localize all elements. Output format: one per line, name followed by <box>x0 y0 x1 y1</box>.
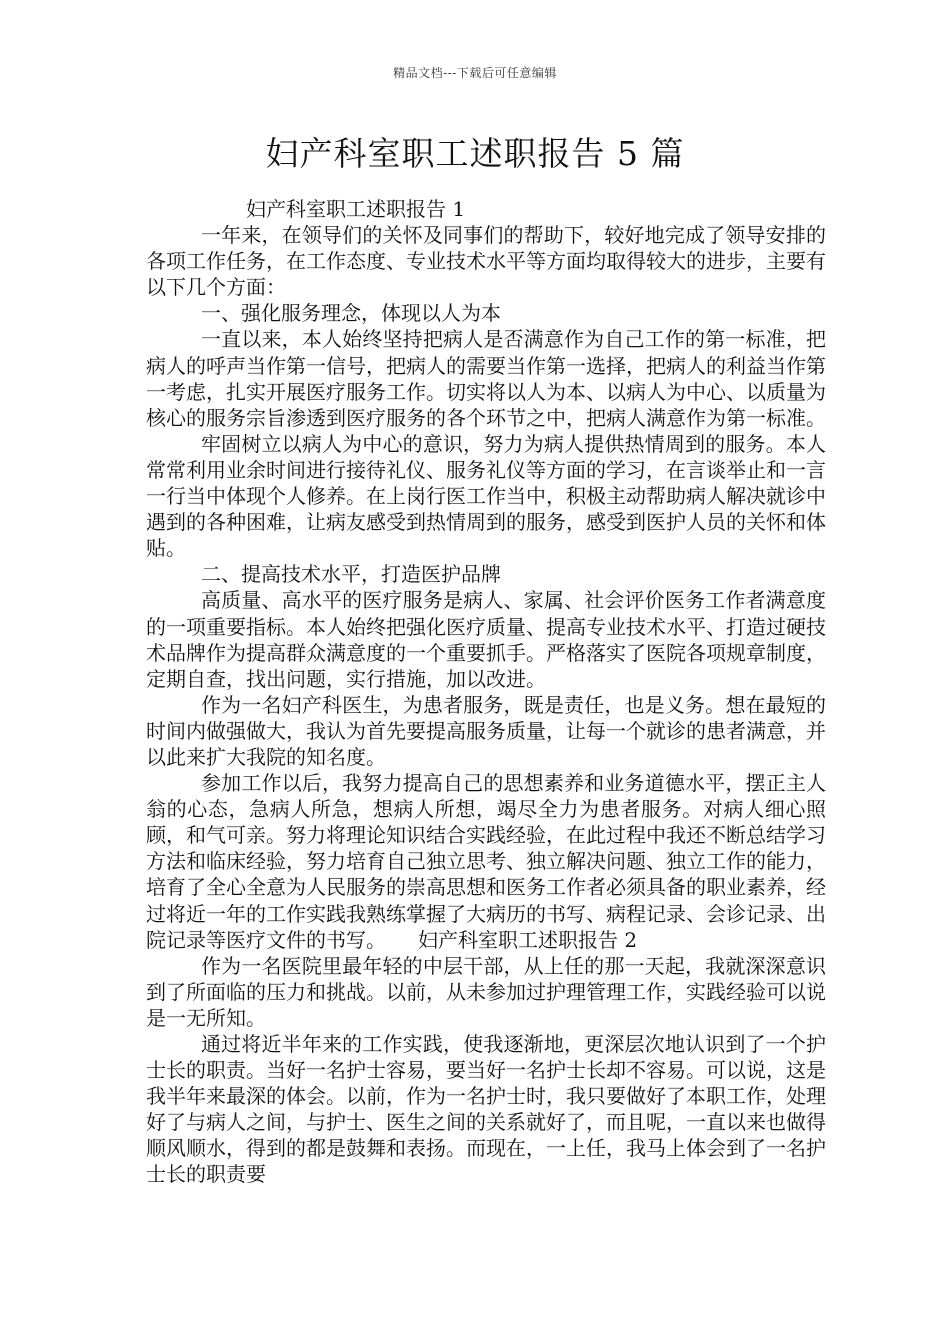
body-paragraph <box>146 770 826 953</box>
body-paragraph: 一年来，在领导们的关怀及同事们的帮助下，较好地完成了领导安排的各项工作任务，在工作态度、专业技术水平等方面均取得较大的进步，主要有以下几个方面： <box>146 223 826 300</box>
body-paragraph: 通过将近半年来的工作实践，使我逐渐地，更深层次地认识到了一个护士长的职责。当好一名护士容易，要当好一名护士长却不容易。可以说，这是我半年来最深的体会。以前，作为一名护士时，我只要做好了本职工作，处理好了与病人之间，与护士、医生之间的关系就好了，而且呢，一直以来也做得顺风顺水，得到的都是鼓舞和表扬。而现在，一上任，我马上体会到了一名护士长的职责要 <box>146 1032 826 1187</box>
header-note: 精品文档---下载后可任意编辑 <box>393 66 557 80</box>
subsection-heading: 一、强化服务理念，体现以人为本 <box>201 301 501 326</box>
section-heading-report-2: 妇产科室职工述职报告 2 <box>418 927 638 952</box>
document-body <box>146 196 826 1188</box>
body-paragraph: 一直以来，本人始终坚持把病人是否满意作为自己工作的第一标准，把病人的呼声当作第一信号，把病人的需要当作第一选择，把病人的利益当作第一考虑，扎实开展医疗服务工作。切实将以人为本、以病人为中心、以质量为核心的服务宗旨渗透到医疗服务的各个环节之中，把病人满意作为第一标准。 <box>146 327 826 430</box>
body-paragraph: 高质量、高水平的医疗服务是病人、家属、社会评价医务工作者满意度的一项重要指标。本人始终把强化医疗质量、提高专业技术水平、打造过硬技术品牌作为提高群众满意度的一个重要抓手。严格落实了医院各项规章制度，定期自查，找出问题，实行措施，加以改进。 <box>146 588 826 691</box>
paragraph-text: 参加工作以后，我努力提高自己的思想素养和业务道德水平，摆正主人翁的心态，急病人所急，想病人所想，竭尽全力为患者服务。对病人细心照顾，和气可亲。努力将理论知识结合实践经验，在此过程中我还不断总结学习方法和临床经验，努力培育自己独立思考、独立解决问题、独立工作的能力，培育了全心全意为人民服务的崇高思想和医务工作者必须具备的职业素养，经过将近一年的工作实践我熟练掌握了大病历的书写、病程记录、会诊记录、出院记录等医疗文件的书写。 <box>146 771 826 952</box>
subsection-heading: 二、提高技术水平，打造医护品牌 <box>201 562 501 587</box>
section-heading-report-1: 妇产科室职工述职报告 1 <box>246 197 466 221</box>
body-paragraph: 作为一名妇产科医生，为患者服务，既是责任，也是义务。想在最短的时间内做强做大，我认为首先要提高服务质量，让每一个就诊的患者满意，并以此来扩大我院的知名度。 <box>146 692 826 769</box>
document-title: 妇产科室职工述职报告 5 篇 <box>265 134 685 173</box>
body-paragraph: 作为一名医院里最年轻的中层干部，从上任的那一天起，我就深深意识到了所面临的压力和挑战。以前，从未参加过护理管理工作，实践经验可以说是一无所知。 <box>146 953 826 1030</box>
body-paragraph: 牢固树立以病人为中心的意识，努力为病人提供热情周到的服务。本人常常利用业余时间进行接待礼仪、服务礼仪等方面的学习，在言谈举止和一言一行当中体现个人修养。在上岗行医工作当中，积极主动帮助病人解决就诊中遇到的各种困难，让病友感受到热情周到的服务，感受到医护人员的关怀和体贴。 <box>146 431 826 561</box>
